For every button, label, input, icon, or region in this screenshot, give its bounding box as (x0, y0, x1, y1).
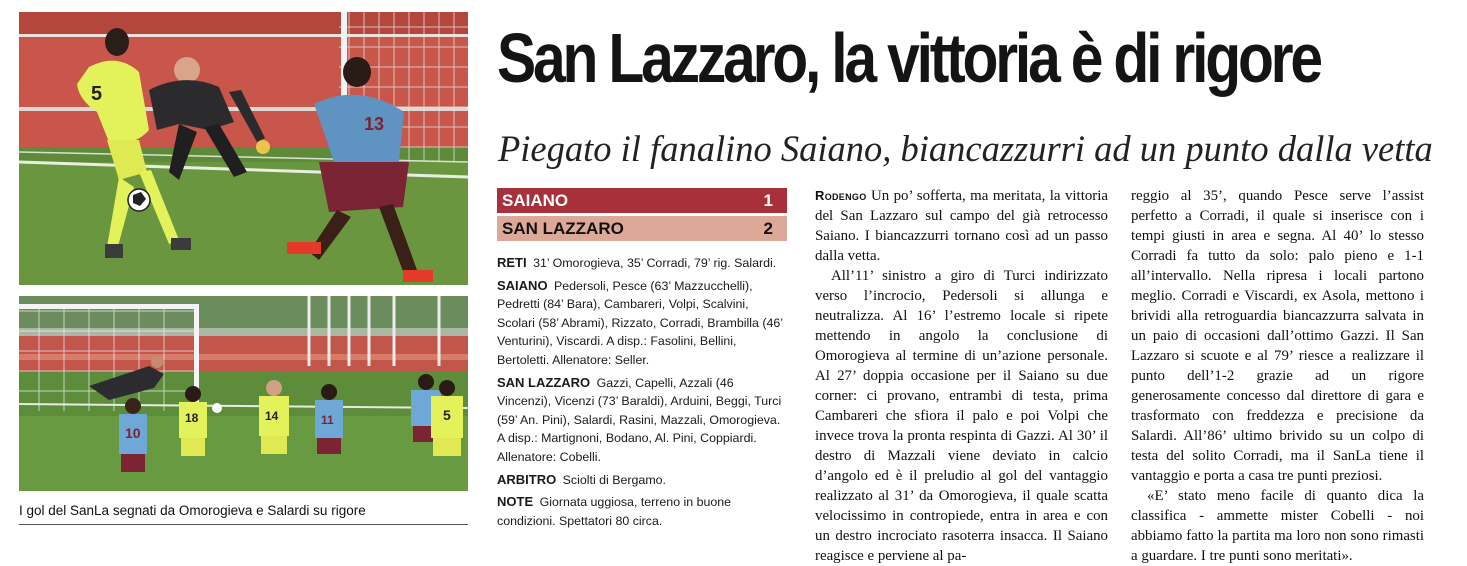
jersey-number-18: 18 (185, 411, 199, 425)
article-column-1 (815, 186, 1108, 566)
match-facts (497, 254, 787, 534)
subheadline: Piegato il fanalino Saiano, biancazzurri ad un punto dalla vetta (498, 128, 1433, 169)
facts-text: Sciolti di Bergamo. (562, 472, 666, 487)
jersey-number-yellow: 5 (91, 83, 103, 105)
jersey-number-11: 11 (321, 413, 334, 427)
article-paragraph: «E’ stato meno facile di quanto dica la classifica - ammette mister Cobelli - noi abbiamo fatto la partita ma loro non sono rimasti a guardare. I tre punti sono meritati». (1131, 488, 1424, 564)
home-team-name: SAIANO (502, 190, 569, 210)
facts-referee (497, 471, 787, 490)
away-team-name: SAN LAZZARO (502, 218, 624, 238)
facts-label: SAN LAZZARO (497, 374, 591, 390)
facts-label: RETI (497, 255, 527, 270)
match-photo-penalty-image (19, 296, 468, 491)
article-paragraph (815, 186, 1108, 266)
jersey-number-5: 5 (443, 407, 451, 423)
facts-text: Giornata uggiosa, terreno in buone condizioni. Spettatori 80 circa. (497, 495, 732, 528)
photo-caption: I gol del SanLa segnati da Omorogieva e Salardi su rigore (19, 503, 366, 518)
caption-divider (19, 524, 468, 525)
jersey-number-10: 10 (125, 425, 141, 441)
facts-label: ARBITRO (497, 471, 557, 487)
match-photo-penalty (19, 296, 468, 491)
score-row-away (497, 216, 787, 241)
headline: San Lazzaro, la vittoria è di rigore (497, 19, 1320, 97)
article-paragraph: All’11’ sinistro a giro di Turci indirizzato verso l’incrocio, Pedersoli si allunga e neutralizza. Al 16’ l’estremo locale si ripete mettendo in angolo la conclusione di Omorogieva al termine di un’azione personale. Al 27’ doppia occasione per il Saiano su due corner: ci provano, entrambi di testa, prima Cambareri che sfiora il palo e poi Volpi che invece trova la pronta respinta di Gazzi. Al 30’ il destro di Mazzali viene deviato in calcio d’angolo ed è il preludio al gol del vantaggio realizzato al 31’ da Omorogieva, il quale scatta velocissimo in contropiede, entra in area e con un destro incrociato rasoterra insacca. Il Saiano reagisce e perviene al pa- (815, 268, 1108, 564)
home-team-goals: 1 (763, 190, 773, 210)
article-text: Un po’ sofferta, ma meritata, la vittoria del San Lazzaro sul campo del già retrocesso Saiano. I biancazzurri tornano così ad un passo dalla vetta. (815, 188, 1108, 264)
facts-notes (497, 493, 787, 530)
jersey-number-14: 14 (265, 409, 279, 423)
article-dateline: Rodengo (815, 188, 867, 203)
article-column-2 (1131, 186, 1424, 566)
facts-label: SAIANO (497, 277, 548, 293)
facts-label: NOTE (497, 494, 534, 510)
facts-text: Gazzi, Capelli, Azzali (46 Vincenzi), Vicenzi (73’ Baraldi), Arduini, Beggi, Turci (59’ An. Pini), Salardi, Rasini, Mazzali, Omorogieva. A disp.: Martignoni, Bodano, Al. Pini, Coppiardi. Allenatore: Cobelli. (497, 375, 782, 464)
facts-home-lineup (497, 277, 787, 370)
score-row-home (497, 188, 787, 213)
facts-text: Pedersoli, Pesce (63’ Mazzucchelli), Pedretti (84’ Bara), Cambareri, Volpi, Scalvini, Scolari (58’ Abrami), Rizzato, Corradi, Brambilla (46’ Venturini), Viscardi. A disp.: Fasolini, Bellini, Bertoletti. Allenatore: Seller. (497, 278, 783, 367)
facts-goals (497, 254, 787, 273)
away-team-goals: 2 (763, 218, 773, 238)
match-photo-goal-image (19, 12, 468, 285)
match-photo-goal (19, 12, 468, 285)
jersey-number-maroon: 13 (364, 114, 385, 134)
facts-away-lineup (497, 374, 787, 467)
article-paragraph: reggio al 35’, quando Pesce serve l’assist perfetto a Corradi, il quale si inserisce con i tempi giusti in area e segna. Al 40’ lo stesso Corradi fa tutto da solo: palo pieno e 1-1 all’intervallo. Nella ripresa i locali partono meglio. Corradi e Viscardi, ex Asola, mettono i brividi alla retroguardia biancazzurra salvata in un paio di occasioni dall’ottimo Gazzi. Il San Lazzaro si scuote e al 79’ riesce a realizzare il punto dell’1-2 grazie ad un rigore generosamente concesso dal direttore di gara e trasformato con freddezza e precisione da Salardi. All’86’ ultimo brivido su un colpo di testa del solito Corradi, ma il SanLa tiene il vantaggio e porta a casa tre punti preziosi. (1131, 188, 1424, 484)
facts-text: 31’ Omorogieva, 35’ Corradi, 79’ rig. Salardi. (533, 256, 777, 270)
